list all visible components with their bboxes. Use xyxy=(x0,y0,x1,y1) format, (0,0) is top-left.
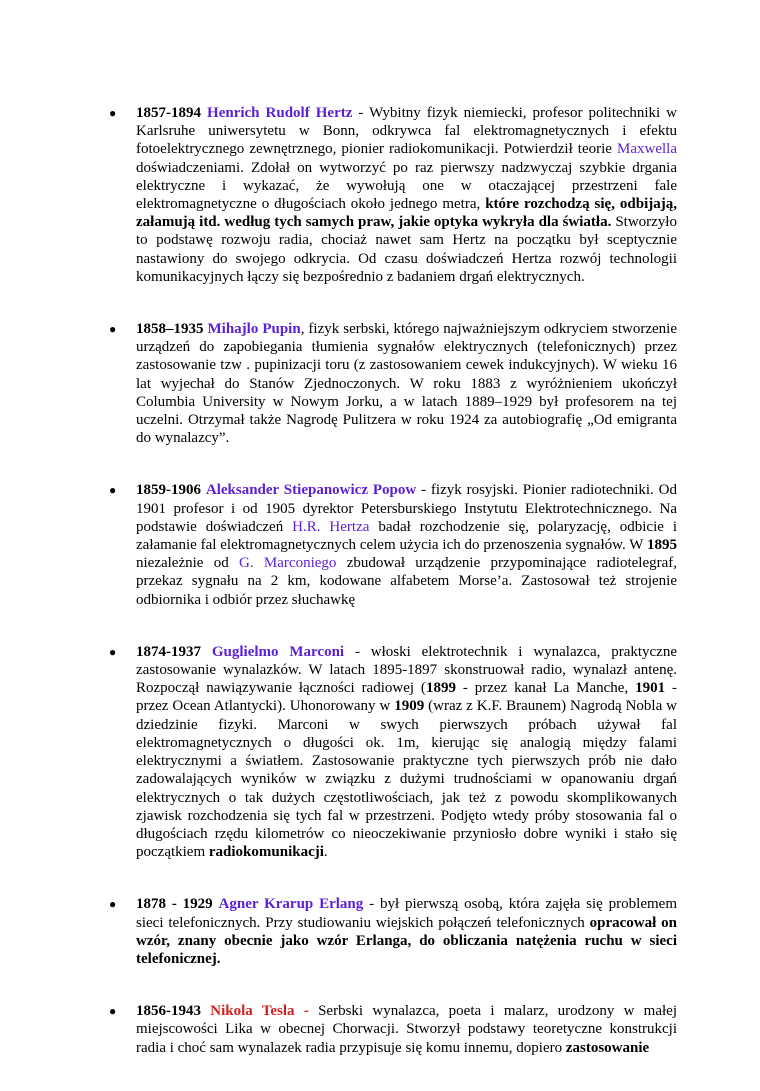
entry-name: Nikola Tesla - xyxy=(210,1003,309,1020)
entry-bold-text: 1909 xyxy=(394,698,425,715)
entry-bold-text: zastosowanie xyxy=(565,1039,650,1056)
list-item-hertz xyxy=(107,104,677,286)
entry-bold-text: opracował on wzór, znany obecnie jako wzór Erlanga, do obliczania natężenia ruchu w sieci telefonicznej. xyxy=(136,914,678,967)
entry-text: zbudował urządzenie przypominające radiotelegraf, przekaz sygnału na 2 km, kodowane alfabetem Morse’a. Zastosował też strojenie odbiornika i odbiór przez słuchawkę xyxy=(136,555,678,608)
entry-name: Guglielmo Marconi xyxy=(211,643,345,660)
list-item-erlang xyxy=(107,895,677,968)
entry-years: 1857-1894 xyxy=(136,105,201,121)
entry-text: - Wybitny fizyk niemiecki, profesor politechniki w Karlsruhe uniwersytetu w Bonn, odkrywca fal elektromagnetycznych i efektu fotoelektrycznego zewnętrznego, pionier radiokomunikacji. Potwierdził teorie xyxy=(136,105,678,158)
link-marconiego[interactable]: G. Marconiego xyxy=(239,555,337,572)
entry-bold-text: 1895 xyxy=(647,537,677,554)
list-item-pupin xyxy=(107,320,677,447)
list-item-tesla xyxy=(107,1002,677,1057)
entry-bold-text: które rozchodzą się, odbijają, załamują itd. według tych samych praw, jakie optyka wykryła dla światła. xyxy=(136,196,677,231)
entry-bold-text: 1901 xyxy=(635,680,666,697)
entry-text: (wraz z K.F. Braunem) Nagrodą Nobla w dziedzinie fizyki. Marconi w swych pierwszych próbach używał fal elektromagnetycznych o długości ok. 1m, kierując się analogią między falami elektrycznymi a światłem. Zastosowanie praktyczne tych pierwszych prób nie dało zadowalających wyników w związku z dużymi trudnościami w opanowaniu drgań elektrycznych o tak dużych częstotliwościach, jak też z powodu skomplikowanych zjawisk rozchodzenia się tych fal w przestrzeni. Podjęto wtedy próby stosowania fal o długościach rzędu kilometrów co nieoczekiwanie przyniosło dobre wyniki i stało się początkiem xyxy=(136,698,677,861)
entry-text: - fizyk rosyjski. Pionier radiotechniki. Od 1901 profesor i od 1905 dyrektor Petersburskiego Instytutu Elektrotechnicznego. Na podstawie doświadczeń xyxy=(136,482,678,535)
link-hertza[interactable]: H.R. Hertza xyxy=(292,518,370,535)
entry-text: Stworzyło to podstawę rozwoju radia, chociaż nawet sam Hertz na początku był sceptycznie nastawiony do swojego odkrycia. Od czasu doświadczeń Hertza rozwój technologii komunikacyjnych łączy się bezpośrednio z badaniem drgań elektrycznych. xyxy=(136,214,677,285)
entry-name: Agner Krarup Erlang xyxy=(218,896,364,913)
bullet-icon: ● xyxy=(109,483,117,498)
entry-name: Aleksander Stiepanowicz Popow xyxy=(205,482,417,499)
entry-text: - przez kanał La Manche, xyxy=(455,680,636,697)
entry-years: 1859-1906 xyxy=(136,482,201,499)
entry-text: - przez Ocean Atlantycki). Uhonorowany w xyxy=(136,680,677,715)
entry-text: . xyxy=(323,844,328,861)
biography-list xyxy=(107,104,677,1091)
list-item-marconi xyxy=(107,643,677,861)
entry-name: Mihajlo Pupin xyxy=(207,321,301,338)
entry-years: 1858–1935 xyxy=(136,321,204,338)
entry-years: 1878 - 1929 xyxy=(136,896,213,913)
bullet-icon: ● xyxy=(109,644,117,659)
entry-years: 1874-1937 xyxy=(136,643,201,660)
entry-text: Serbski wynalazca, poeta i malarz, urodzony w małej miejscowości Lika w obecnej Chorwacji. Stworzył podstawy teoretyczne konstrukcji radia i choć sam wynalazek radia przypisuje się komu innemu, dopiero xyxy=(136,1003,677,1056)
entry-text: doświadczeniami. Zdołał on wytworzyć po raz pierwszy nadzwyczaj szybkie drgania elektryczne i wykazać, że wywołują one w otaczającej przestrzeni fale elektromagnetyczne o długościach około jednego metra, xyxy=(136,159,677,213)
entry-text: - włoski elektrotechnik i wynalazca, praktyczne zastosowanie wynalazków. W latach 1895-1897 skonstruował radio, wynalazł antenę. Rozpoczął nawiązywanie łączności radiowej ( xyxy=(136,643,677,697)
link-maxwella[interactable]: Maxwella xyxy=(617,141,677,158)
bullet-icon: ● xyxy=(109,322,117,337)
bullet-icon: ● xyxy=(109,106,117,120)
entry-name: Henrich Rudolf Hertz xyxy=(207,105,353,121)
entry-bold-text: radiokomunikacji xyxy=(208,844,324,861)
bullet-icon: ● xyxy=(109,1004,117,1019)
entry-bold-text: 1899 xyxy=(425,680,456,697)
entry-text: niezależnie od xyxy=(136,555,240,572)
entry-text: badał rozchodzenie się, polaryzację, odbicie i załamanie fal elektromagnetycznych celem użycia ich do przenoszenia sygnałów. W xyxy=(136,518,677,554)
entry-years: 1856-1943 xyxy=(136,1003,201,1020)
entry-text: - był pierwszą osobą, która zajęła się problemem sieci telefonicznych. Przy studiowaniu wiejskich połączeń telefonicznych xyxy=(136,896,677,931)
bullet-icon: ● xyxy=(109,897,117,912)
list-item-popow xyxy=(107,481,677,608)
entry-text: , fizyk serbski, którego najważniejszym odkryciem stworzenie urządzeń do zapobiegania tłumienia sygnałów elektrycznych (telefonicznych) przez zastosowanie tzw . pupinizacji toru (z zastosowaniem cewek indukcyjnych). W wieku 16 lat wyjechał do Stanów Zjednoczonych. W roku 1883 z wyróżnieniem ukończył Columbia University w Nowym Jorku, a w latach 1889–1929 był profesorem na tej uczelni. Otrzymał także Nagrodę Pulitzera w roku 1924 za autobiografię „Od emigranta do wynalazcy”. xyxy=(136,321,678,447)
